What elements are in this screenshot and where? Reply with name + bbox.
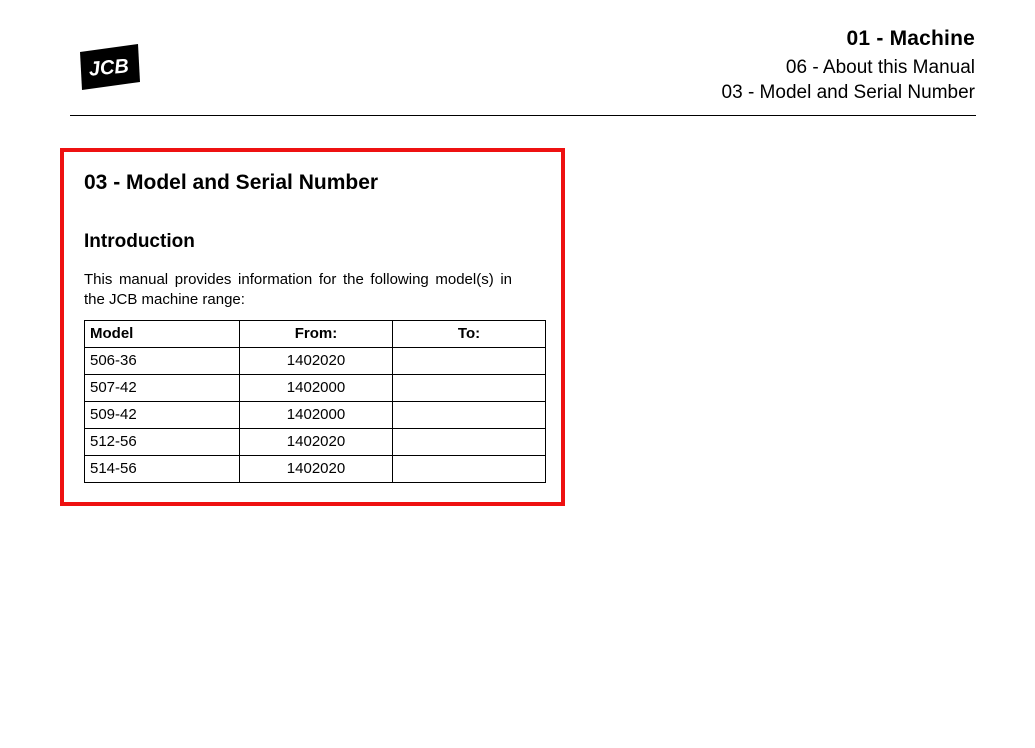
cell-model: 512-56 [85,428,240,455]
jcb-logo-icon [74,42,144,94]
svg-text:JCB: JCB [87,55,130,81]
cell-from: 1402020 [240,347,393,374]
cell-model: 509-42 [85,401,240,428]
column-header-to: To: [393,320,546,347]
highlighted-content-box [60,148,565,506]
header-divider [70,115,976,116]
table-header-row [85,320,546,347]
cell-from: 1402000 [240,401,393,428]
header-subsection-title: 03 - Model and Serial Number [721,82,975,104]
table-row [85,455,546,482]
introduction-paragraph: This manual provides information for the following model(s) in the JCB machine range: [84,270,512,308]
model-serial-table [84,320,546,483]
cell-from: 1402020 [240,428,393,455]
cell-from: 1402020 [240,455,393,482]
table-row [85,428,546,455]
page-header [0,0,1035,118]
cell-to [393,401,546,428]
column-header-model: Model [85,320,240,347]
table-row [85,401,546,428]
table-row [85,347,546,374]
introduction-heading: Introduction [84,231,195,253]
table-row [85,374,546,401]
cell-to [393,374,546,401]
cell-to [393,347,546,374]
page-title: 03 - Model and Serial Number [84,171,379,194]
cell-from: 1402000 [240,374,393,401]
cell-model: 514-56 [85,455,240,482]
header-chapter-title: 01 - Machine [846,27,975,50]
column-header-from: From: [240,320,393,347]
cell-to [393,428,546,455]
cell-to [393,455,546,482]
header-breadcrumb [722,26,975,106]
header-section-title: 06 - About this Manual [785,56,975,78]
cell-model: 506-36 [85,347,240,374]
cell-model: 507-42 [85,374,240,401]
